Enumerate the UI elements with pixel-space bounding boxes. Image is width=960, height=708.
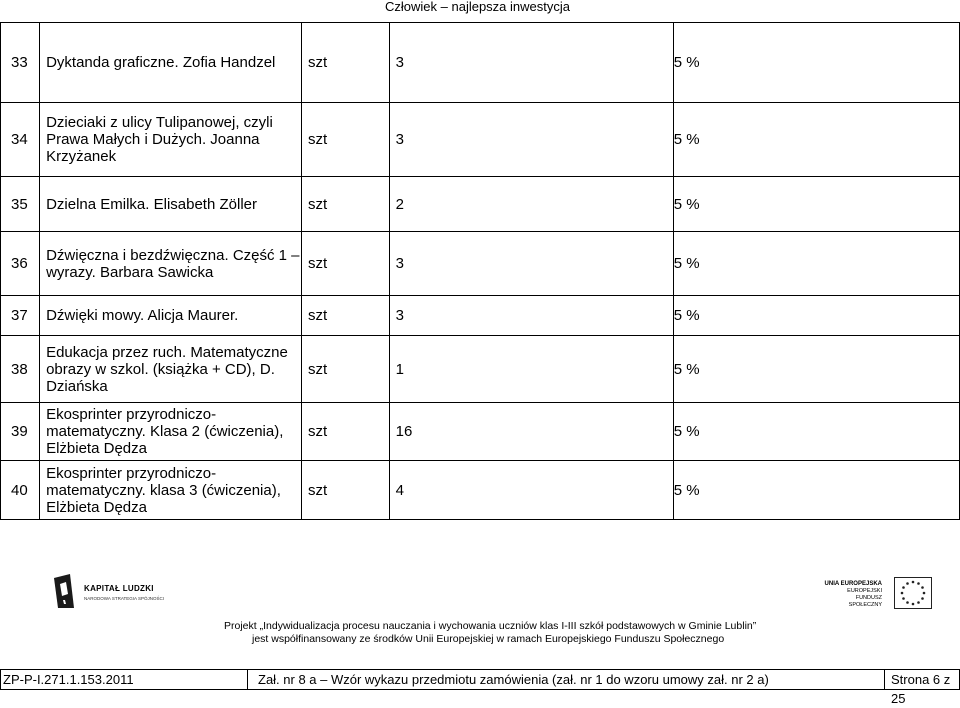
eu-logo	[824, 577, 934, 609]
page-header-title: Człowiek – najlepsza inwestycja	[385, 0, 570, 14]
row-vat: 5 %	[673, 103, 959, 177]
row-title: Ekosprinter przyrodniczo-matematyczny. Klasa 2 (ćwiczenia), Elżbieta Dędza	[40, 403, 302, 461]
kapital-ludzki-logo	[52, 574, 172, 610]
eu-flag-icon	[894, 577, 932, 609]
project-footnote	[224, 620, 944, 646]
table-row	[1, 336, 960, 403]
eu-logo-line1: UNIA EUROPEJSKA	[824, 581, 882, 587]
row-unit: szt	[302, 177, 390, 232]
row-unit: szt	[302, 103, 390, 177]
row-title: Dźwięki mowy. Alicja Maurer.	[40, 296, 302, 336]
row-unit: szt	[302, 23, 390, 103]
row-qty: 3	[389, 23, 673, 103]
table-row	[1, 23, 960, 103]
row-vat: 5 %	[673, 296, 959, 336]
row-number: 38	[1, 336, 40, 403]
row-qty: 1	[389, 336, 673, 403]
row-number: 37	[1, 296, 40, 336]
table-row	[1, 177, 960, 232]
row-unit: szt	[302, 336, 390, 403]
row-unit: szt	[302, 461, 390, 520]
row-title: Edukacja przez ruch. Matematyczne obrazy w szkol. (książka + CD), D. Dziańska	[40, 336, 302, 403]
row-title: Dźwięczna i bezdźwięczna. Część 1 – wyrazy. Barbara Sawicka	[40, 232, 302, 296]
row-title: Dzielna Emilka. Elisabeth Zöller	[40, 177, 302, 232]
row-vat: 5 %	[673, 461, 959, 520]
row-unit: szt	[302, 232, 390, 296]
row-qty: 2	[389, 177, 673, 232]
row-vat: 5 %	[673, 177, 959, 232]
row-number: 35	[1, 177, 40, 232]
row-qty: 16	[389, 403, 673, 461]
kapital-ludzki-title: KAPITAŁ LUDZKI	[84, 584, 154, 593]
table-row	[1, 403, 960, 461]
row-number: 40	[1, 461, 40, 520]
row-number: 36	[1, 232, 40, 296]
row-vat: 5 %	[673, 336, 959, 403]
row-title: Dzieciaki z ulicy Tulipanowej, czyli Prawa Małych i Dużych. Joanna Krzyżanek	[40, 103, 302, 177]
kapital-ludzki-subtitle: NARODOWA STRATEGIA SPÓJNOŚCI	[84, 596, 165, 601]
row-vat: 5 %	[673, 23, 959, 103]
table-row	[1, 461, 960, 520]
document-footer-bar	[0, 669, 960, 706]
row-qty: 4	[389, 461, 673, 520]
eu-logo-line3: FUNDUSZ SPOŁECZNY	[848, 595, 882, 608]
reference-number: ZP-P-I.271.1.153.2011	[0, 670, 248, 689]
row-qty: 3	[389, 103, 673, 177]
row-number: 33	[1, 23, 40, 103]
row-number: 39	[1, 403, 40, 461]
page-number: Strona 6 z 25	[885, 670, 960, 689]
items-table	[0, 22, 960, 520]
row-title: Dyktanda graficzne. Zofia Handzel	[40, 23, 302, 103]
row-unit: szt	[302, 296, 390, 336]
table-row	[1, 103, 960, 177]
project-line: Projekt „Indywidualizacja procesu nauczania i wychowania uczniów klas I-III szkół podstawowych w Gminie Lublin”	[224, 620, 757, 632]
row-vat: 5 %	[673, 232, 959, 296]
table-row	[1, 296, 960, 336]
row-number: 34	[1, 103, 40, 177]
row-unit: szt	[302, 403, 390, 461]
row-vat: 5 %	[673, 403, 959, 461]
table-row	[1, 232, 960, 296]
cofinance-line: jest współfinansowany ze środków Unii Europejskiej w ramach Europejskiego Funduszu Społecznego	[252, 633, 725, 645]
row-title: Ekosprinter przyrodniczo-matematyczny. klasa 3 (ćwiczenia), Elżbieta Dędza	[40, 461, 302, 520]
row-qty: 3	[389, 296, 673, 336]
eu-logo-line2: EUROPEJSKI	[847, 588, 882, 594]
row-qty: 3	[389, 232, 673, 296]
attachment-description: Zał. nr 8 a – Wzór wykazu przedmiotu zamówienia (zał. nr 1 do wzoru umowy zał. nr 2 a)	[248, 670, 885, 689]
